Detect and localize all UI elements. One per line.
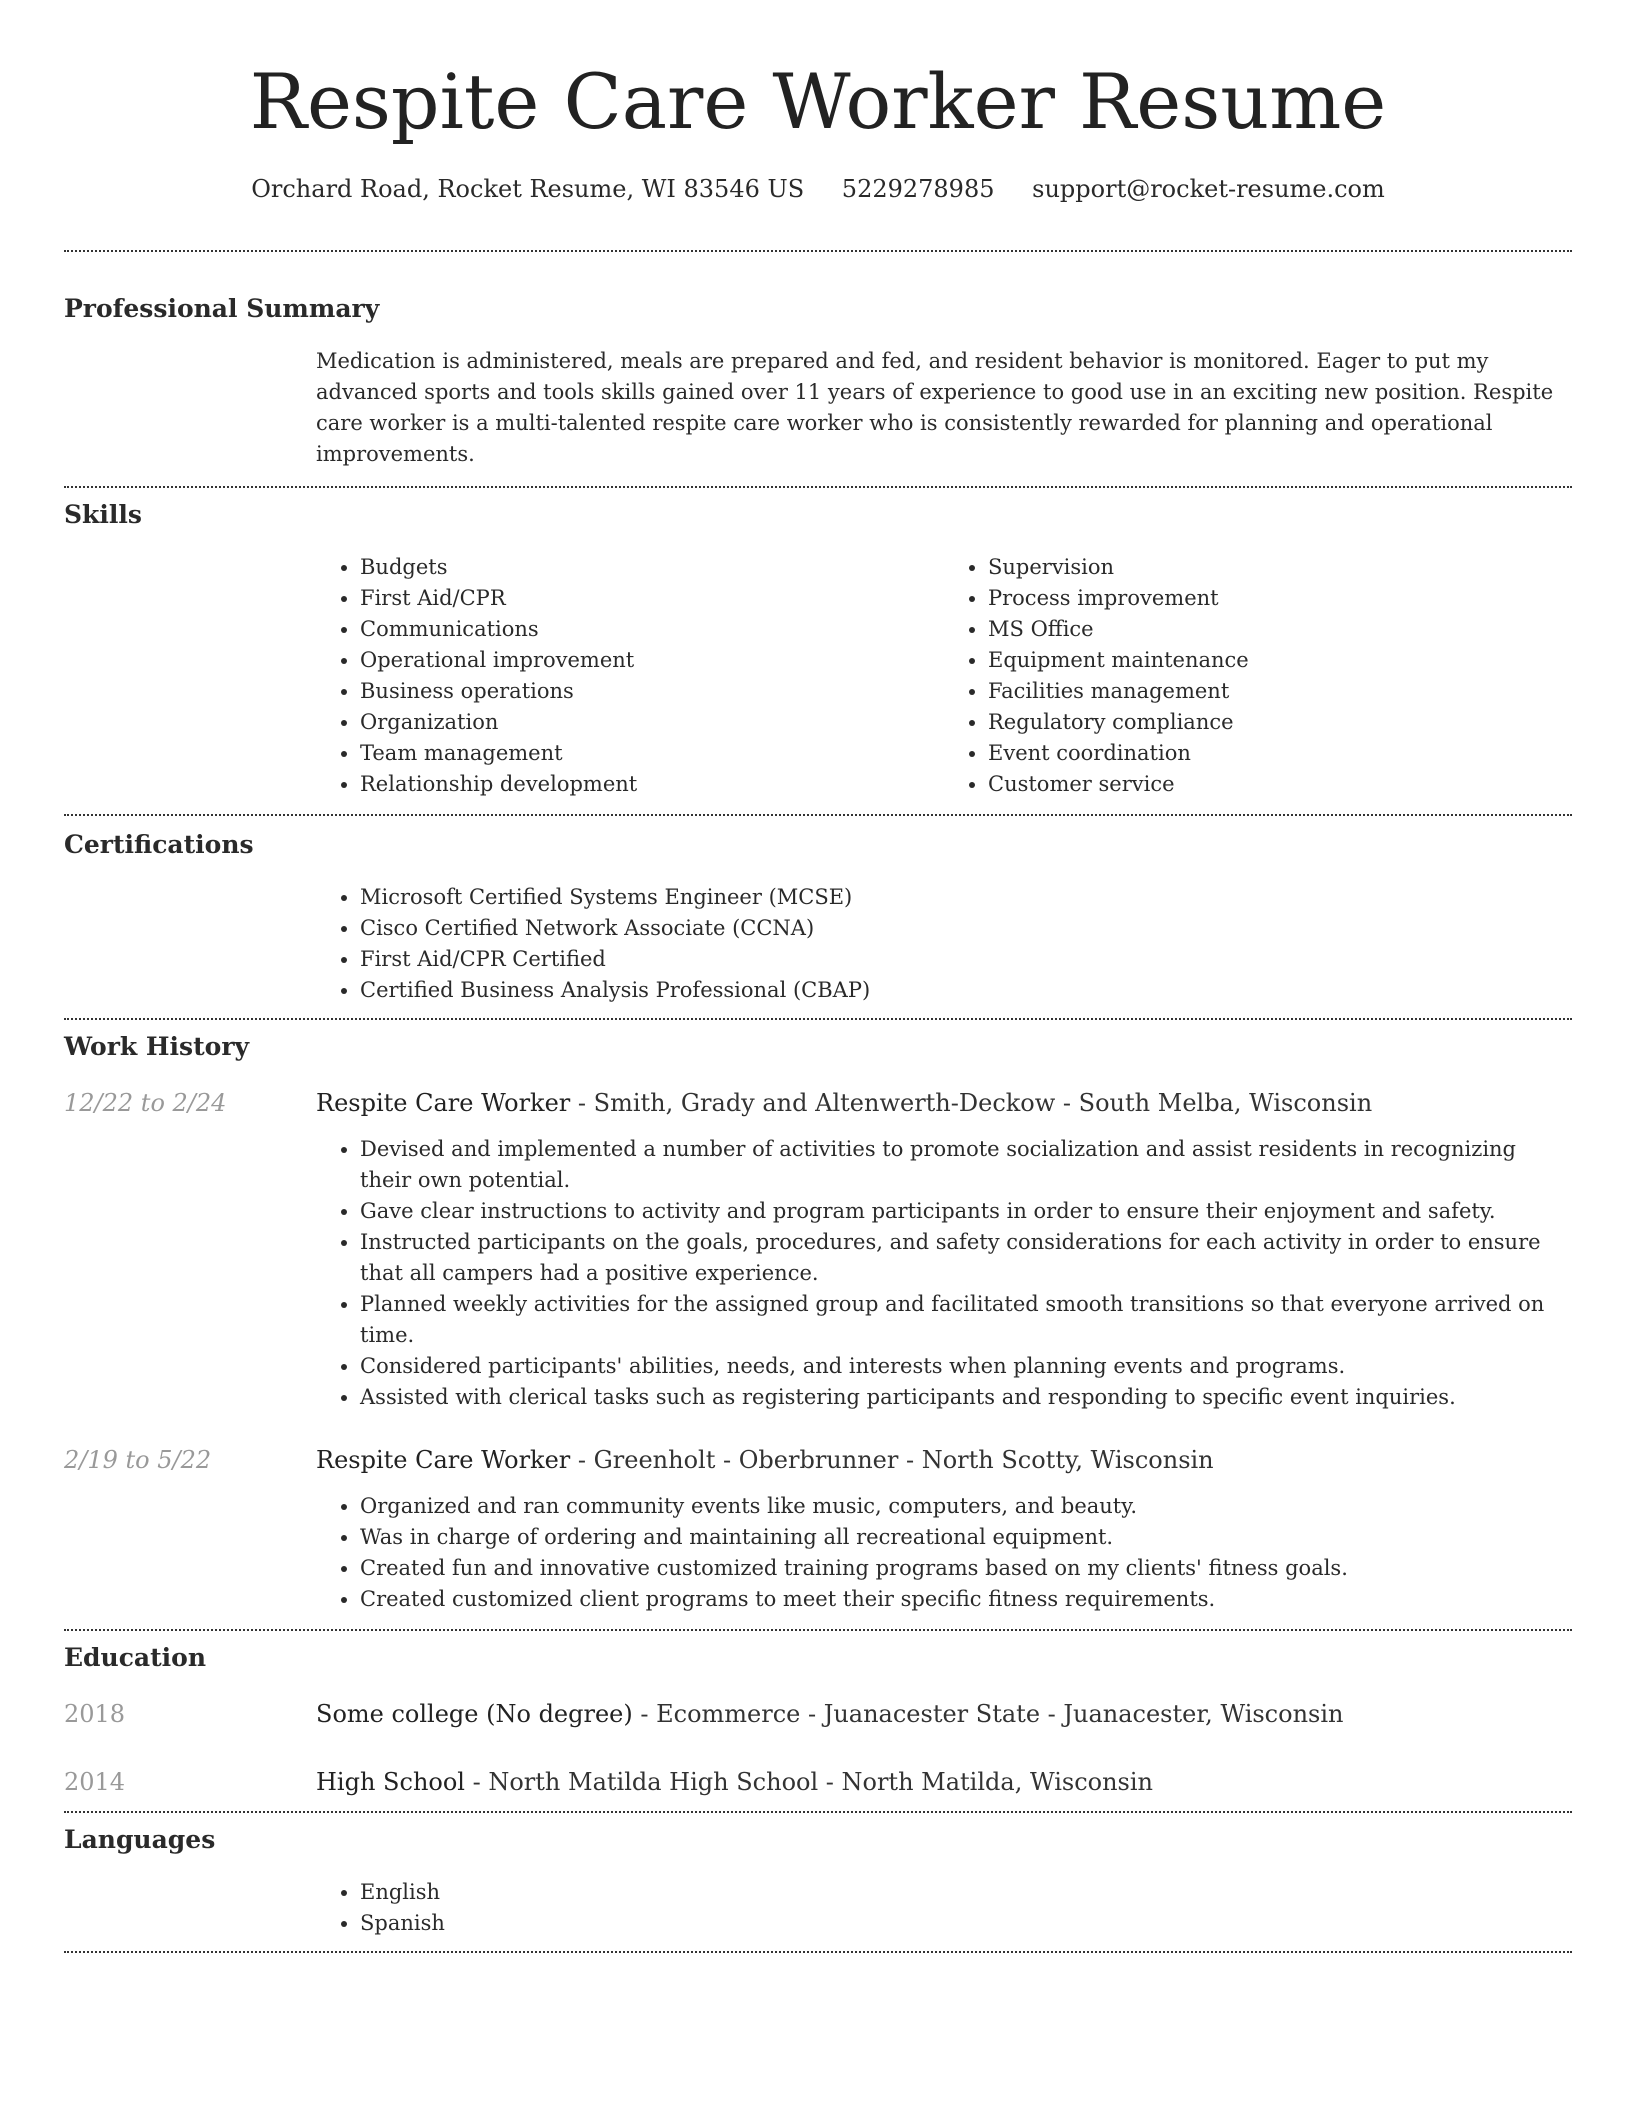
resume-page xyxy=(64,0,1572,1953)
list-item: • Planned weekly activities for the assigned group and facilitated smooth transitions so that everyone arrived on time. xyxy=(360,1289,1572,1351)
summary-text: Medication is administered, meals are prepared and fed, and resident behavior is monitored. Eager to put my advanced sports and tools skills gained over 11 years of experience to good use in an exciting new position. Respite care worker is a multi-talented respite care worker who is consistently rewarded for planning and operational improvements. xyxy=(316,349,1554,466)
skills-section xyxy=(64,488,1572,800)
job-dates: 2/19 to 5/22 xyxy=(64,1446,212,1474)
job-role: Respite Care Worker xyxy=(316,1089,571,1117)
list-item: • Was in charge of ordering and maintaining all recreational equipment. xyxy=(360,1522,1572,1553)
job-bullet-list xyxy=(316,1134,1572,1413)
job-header xyxy=(64,1086,1572,1120)
job-entry xyxy=(64,1443,1572,1615)
list-item: • Equipment maintenance xyxy=(988,645,1572,676)
job-bullet-list xyxy=(316,1491,1572,1615)
skills-column-1 xyxy=(316,552,944,800)
list-item: • Created fun and innovative customized training programs based on my clients' fitness goals. xyxy=(360,1553,1572,1584)
certifications-list xyxy=(316,882,1572,1006)
job-title-line xyxy=(316,1443,1214,1477)
skills-column-2 xyxy=(944,552,1572,800)
list-item: • Organized and ran community events like music, computers, and beauty. xyxy=(360,1491,1572,1522)
list-item: • Supervision xyxy=(988,552,1572,583)
job-title-line xyxy=(316,1086,1372,1120)
list-item: • Microsoft Certified Systems Engineer (MCSE) xyxy=(360,882,1572,913)
languages-content xyxy=(316,1877,1572,1939)
education-line xyxy=(316,1765,1153,1799)
contact-email: support@rocket-resume.com xyxy=(1032,175,1385,203)
job-employer: - Smith, Grady and Altenwerth-Deckow - South Melba, Wisconsin xyxy=(570,1089,1373,1117)
job-bullets xyxy=(316,1134,1572,1413)
list-item: • Budgets xyxy=(360,552,944,583)
list-item: • Considered participants' abilities, needs, and interests when planning events and programs. xyxy=(360,1351,1572,1382)
list-item: • Relationship development xyxy=(360,769,944,800)
contact-address: Orchard Road, Rocket Resume, WI 83546 US xyxy=(251,175,805,203)
certifications-content xyxy=(316,882,1572,1006)
education-section xyxy=(64,1631,1572,1799)
list-item: • Assisted with clerical tasks such as registering participants and responding to specific event inquiries. xyxy=(360,1382,1572,1413)
job-employer: - Greenholt - Oberbrunner - North Scotty, Wisconsin xyxy=(570,1446,1214,1474)
list-item: • Event coordination xyxy=(988,738,1572,769)
work-section xyxy=(64,1020,1572,1615)
resume-title: Respite Care Worker Resume xyxy=(249,57,1387,146)
summary-title: Professional Summary xyxy=(64,294,380,323)
list-item: • Process improvement xyxy=(988,583,1572,614)
education-entry xyxy=(64,1765,1572,1799)
divider xyxy=(64,1951,1572,1953)
work-title: Work History xyxy=(64,1032,250,1061)
list-item: • Cisco Certified Network Associate (CCNA) xyxy=(360,913,1572,944)
job-dates: 12/22 to 2/24 xyxy=(64,1089,227,1117)
contact-line xyxy=(64,172,1572,206)
list-item: • Business operations xyxy=(360,676,944,707)
list-item: • Customer service xyxy=(988,769,1572,800)
list-item: • Certified Business Analysis Professional (CBAP) xyxy=(360,975,1572,1006)
list-item: • English xyxy=(360,1877,1572,1908)
list-item: • Facilities management xyxy=(988,676,1572,707)
certifications-section xyxy=(64,816,1572,1006)
job-bullets xyxy=(316,1491,1572,1615)
list-item: • Created customized client programs to meet their specific fitness requirements. xyxy=(360,1584,1572,1615)
education-school: - North Matilda High School - North Matilda, Wisconsin xyxy=(464,1768,1153,1796)
languages-section xyxy=(64,1813,1572,1939)
summary-section xyxy=(64,252,1572,470)
list-item: • Gave clear instructions to activity and program participants in order to ensure their enjoyment and safety. xyxy=(360,1196,1572,1227)
languages-title: Languages xyxy=(64,1825,216,1854)
education-degree: Some college (No degree) xyxy=(316,1700,633,1728)
list-item: • MS Office xyxy=(988,614,1572,645)
job-entry xyxy=(64,1086,1572,1413)
education-line xyxy=(316,1697,1343,1731)
list-item: • Team management xyxy=(360,738,944,769)
list-item: • First Aid/CPR xyxy=(360,583,944,614)
education-year: 2014 xyxy=(64,1768,126,1796)
skills-title: Skills xyxy=(64,500,142,529)
summary-content xyxy=(316,346,1572,470)
list-item: • Regulatory compliance xyxy=(988,707,1572,738)
list-item: • Communications xyxy=(360,614,944,645)
list-item: • Devised and implemented a number of activities to promote socialization and assist residents in recognizing their own potential. xyxy=(360,1134,1572,1196)
job-role: Respite Care Worker xyxy=(316,1446,571,1474)
education-entry xyxy=(64,1697,1572,1731)
list-item: • Operational improvement xyxy=(360,645,944,676)
list-item: • Organization xyxy=(360,707,944,738)
list-item: • Spanish xyxy=(360,1908,1572,1939)
list-item: • Instructed participants on the goals, procedures, and safety considerations for each activity in order to ensure that all campers had a positive experience. xyxy=(360,1227,1572,1289)
education-year: 2018 xyxy=(64,1700,126,1728)
certifications-title: Certifications xyxy=(64,830,254,859)
contact-phone: 5229278985 xyxy=(841,175,995,203)
skills-list xyxy=(316,552,1572,800)
languages-list xyxy=(316,1877,1572,1939)
job-header xyxy=(64,1443,1572,1477)
education-title: Education xyxy=(64,1643,207,1672)
list-item: • First Aid/CPR Certified xyxy=(360,944,1572,975)
education-degree: High School xyxy=(316,1768,465,1796)
education-school: - Ecommerce - Juanacester State - Juanacester, Wisconsin xyxy=(632,1700,1344,1728)
